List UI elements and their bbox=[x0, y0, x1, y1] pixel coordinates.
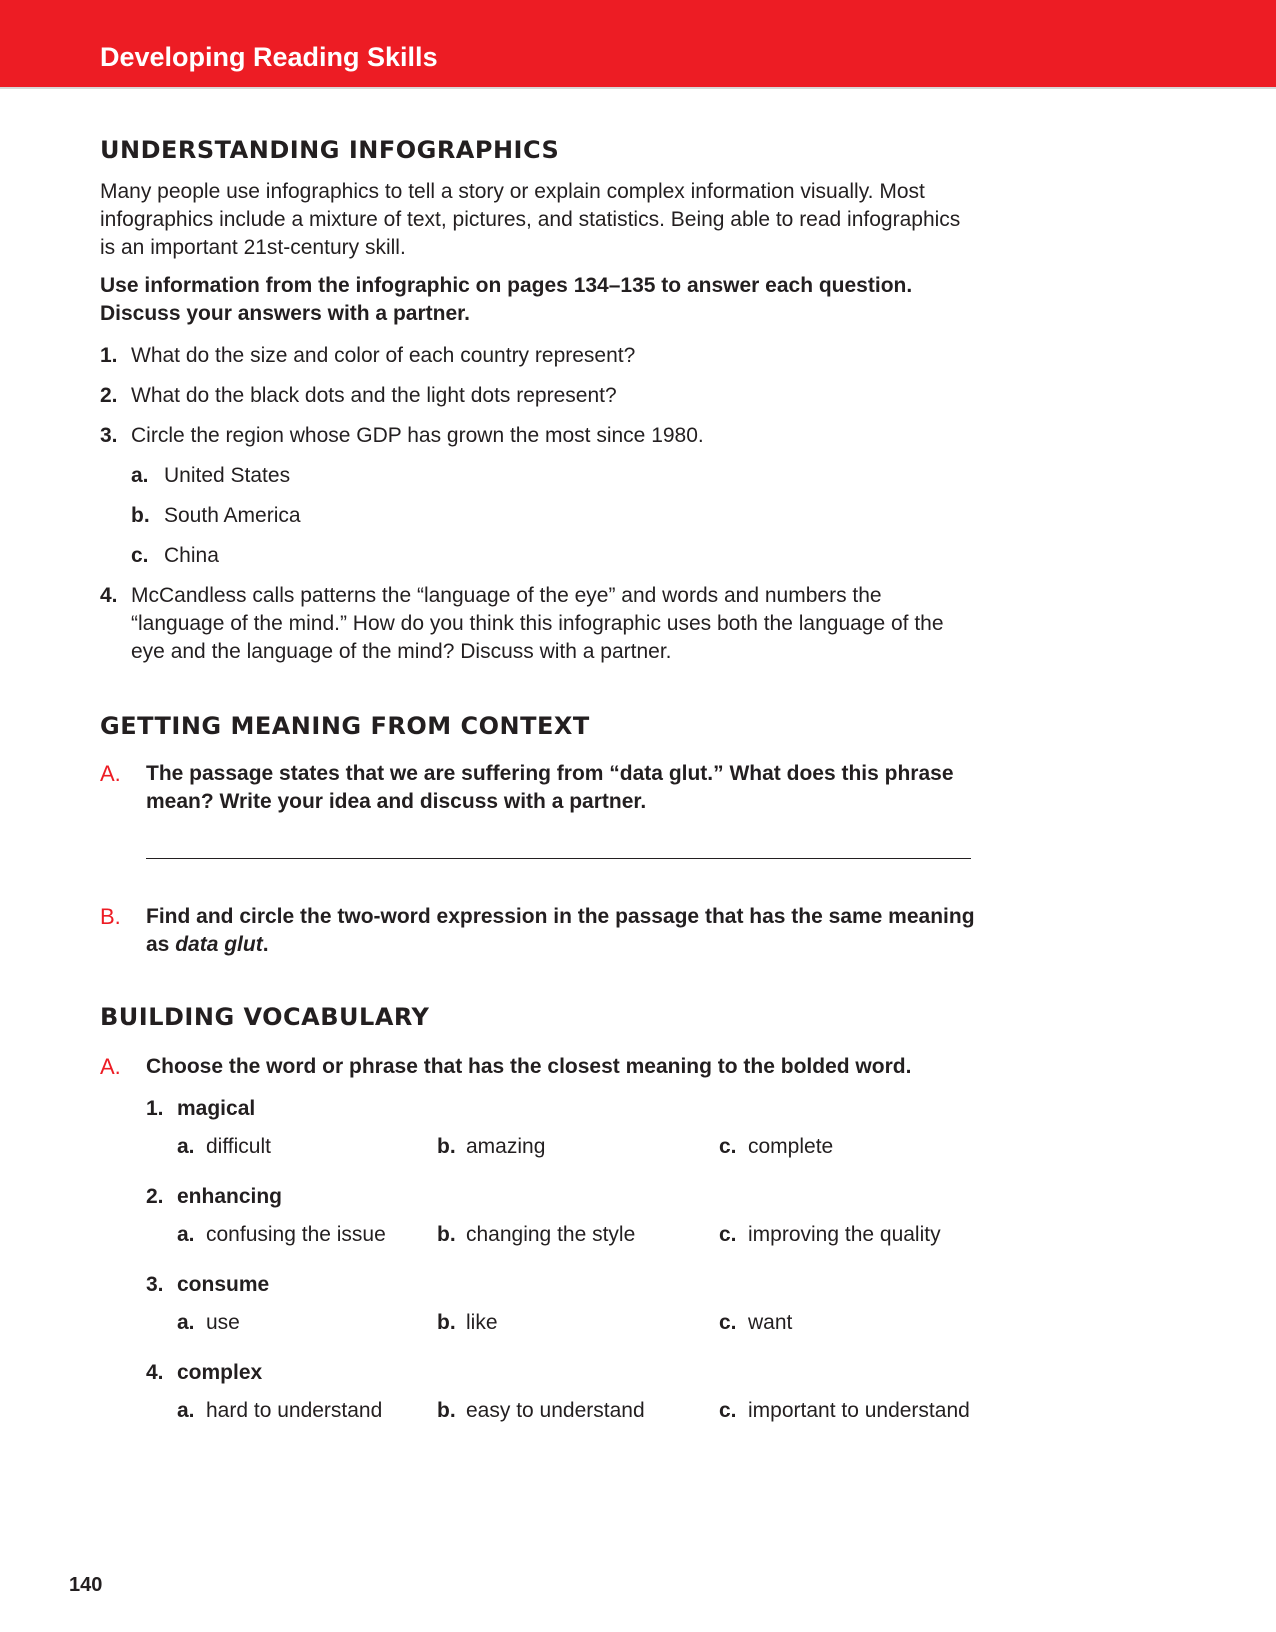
option-c[interactable]: c. want bbox=[719, 1311, 793, 1334]
question-number: 2. bbox=[100, 384, 118, 407]
choice-item bbox=[131, 462, 980, 490]
vocab-number: 4. bbox=[146, 1361, 164, 1384]
vocab-item bbox=[146, 1095, 980, 1123]
page-number: 140 bbox=[69, 1574, 103, 1596]
vocab-number: 3. bbox=[146, 1273, 164, 1296]
vocab-item bbox=[146, 1183, 980, 1211]
header-title: Developing Reading Skills bbox=[100, 42, 438, 72]
section-heading-context: GETTING MEANING FROM CONTEXT bbox=[100, 712, 590, 740]
vocab-item bbox=[146, 1359, 980, 1387]
vocab-word: magical bbox=[177, 1097, 256, 1120]
choice-text: China bbox=[164, 544, 219, 567]
question-item bbox=[100, 342, 980, 370]
option-b[interactable]: b. amazing bbox=[437, 1135, 546, 1158]
context-activity-a bbox=[100, 760, 980, 816]
option-b[interactable]: b. changing the style bbox=[437, 1223, 636, 1246]
vocabulary-activity-a bbox=[100, 1053, 980, 1081]
vocab-options bbox=[177, 1309, 980, 1337]
option-a[interactable]: a. hard to understand bbox=[177, 1399, 383, 1422]
choice-letter: c. bbox=[131, 544, 149, 567]
question-number: 1. bbox=[100, 344, 118, 367]
page-content bbox=[100, 134, 980, 1447]
vocab-word: enhancing bbox=[177, 1185, 283, 1208]
choice-letter: a. bbox=[131, 464, 149, 487]
activity-text: The passage states that we are suffering from “data glut.” What does this phrase mean? Write your idea and discuss with a partner. bbox=[146, 762, 954, 813]
vocabulary-list bbox=[146, 1095, 980, 1425]
vocab-number: 1. bbox=[146, 1097, 164, 1120]
question-text: Circle the region whose GDP has grown the most since 1980. bbox=[131, 424, 704, 447]
context-activity-b bbox=[100, 903, 980, 959]
option-a[interactable]: a. difficult bbox=[177, 1135, 271, 1158]
question-text: McCandless calls patterns the “language of the eye” and words and numbers the “language of the mind.” How do you think this infographic uses both the language of the eye and the language of the mind? Discuss with a partner. bbox=[131, 584, 944, 663]
vocab-word: consume bbox=[177, 1273, 270, 1296]
header-bar bbox=[0, 0, 1276, 89]
activity-text: Find and circle the two-word expression in the passage that has the same meaning as data glut. bbox=[146, 905, 975, 956]
section-heading-infographics: UNDERSTANDING INFOGRAPHICS bbox=[100, 136, 560, 164]
question-text: What do the size and color of each country represent? bbox=[131, 344, 636, 367]
infographics-instruction: Use information from the infographic on pages 134–135 to answer each question. Discuss your answers with a partner. bbox=[100, 274, 913, 325]
choice-item bbox=[131, 542, 980, 570]
section-heading-vocabulary: BUILDING VOCABULARY bbox=[100, 1003, 430, 1031]
question-item bbox=[100, 382, 980, 410]
choice-text: South America bbox=[164, 504, 301, 527]
vocab-number: 2. bbox=[146, 1185, 164, 1208]
activity-letter: B. bbox=[100, 904, 121, 929]
vocab-options bbox=[177, 1397, 980, 1425]
question-number: 3. bbox=[100, 424, 118, 447]
option-a[interactable]: a. use bbox=[177, 1311, 240, 1334]
question-item bbox=[100, 582, 980, 666]
option-b[interactable]: b. like bbox=[437, 1311, 498, 1334]
choice-letter: b. bbox=[131, 504, 150, 527]
activity-text: Choose the word or phrase that has the closest meaning to the bolded word. bbox=[146, 1055, 912, 1078]
vocab-word: complex bbox=[177, 1361, 263, 1384]
question-text: What do the black dots and the light dots represent? bbox=[131, 384, 617, 407]
option-c[interactable]: c. improving the quality bbox=[719, 1223, 941, 1246]
option-c[interactable]: c. complete bbox=[719, 1135, 834, 1158]
question-item bbox=[100, 422, 980, 450]
activity-letter: A. bbox=[100, 1054, 121, 1079]
option-b[interactable]: b. easy to understand bbox=[437, 1399, 645, 1422]
choice-text: United States bbox=[164, 464, 291, 487]
question-number: 4. bbox=[100, 584, 118, 607]
infographics-intro: Many people use infographics to tell a story or explain complex information visually. Most infographics include a mixture of text, pictures, and statistics. Being able to read infographics is an important 21st-century skill. bbox=[100, 180, 961, 259]
vocab-options bbox=[177, 1221, 980, 1249]
activity-letter: A. bbox=[100, 761, 121, 786]
choice-item bbox=[131, 502, 980, 530]
option-a[interactable]: a. confusing the issue bbox=[177, 1223, 386, 1246]
vocab-options bbox=[177, 1133, 980, 1161]
option-c[interactable]: c. important to understand bbox=[719, 1399, 970, 1422]
vocab-item bbox=[146, 1271, 980, 1299]
answer-line[interactable] bbox=[146, 858, 971, 859]
